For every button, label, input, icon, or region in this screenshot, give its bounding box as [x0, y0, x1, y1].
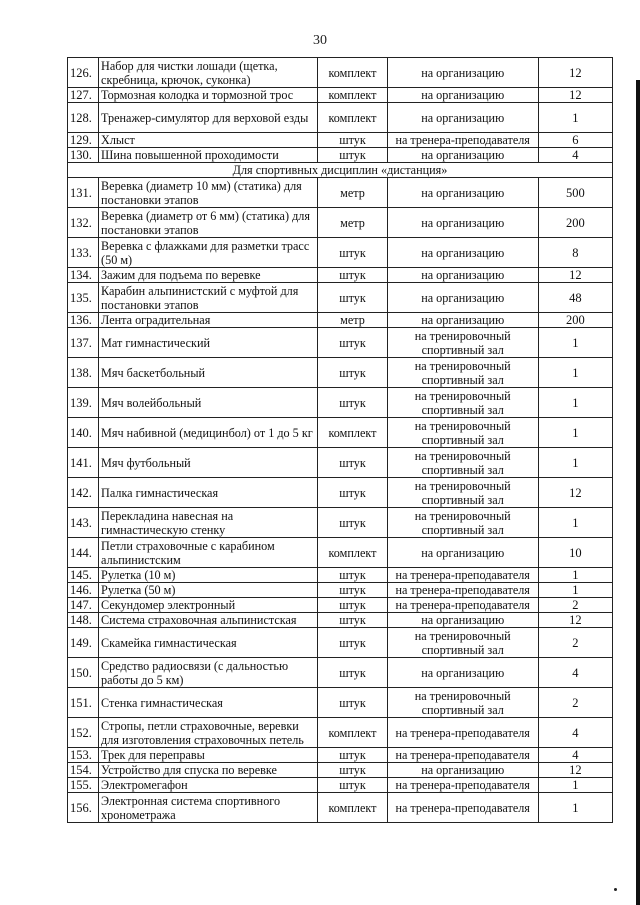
item-name: Электромегафон	[99, 778, 318, 793]
row-number: 152.	[68, 718, 99, 748]
unit-of-measure: комплект	[318, 58, 387, 88]
allocation: на тренировочный спортивный зал	[387, 358, 538, 388]
allocation: на организацию	[387, 238, 538, 268]
item-name: Тренажер-симулятор для верховой езды	[99, 103, 318, 133]
row-number: 143.	[68, 508, 99, 538]
table-row	[68, 358, 613, 388]
item-name: Лента оградительная	[99, 313, 318, 328]
row-number: 154.	[68, 763, 99, 778]
allocation: на организацию	[387, 58, 538, 88]
table-row	[68, 388, 613, 418]
quantity: 2	[538, 628, 612, 658]
unit-of-measure: штук	[318, 613, 387, 628]
quantity: 12	[538, 478, 612, 508]
table-row	[68, 583, 613, 598]
table-row	[68, 793, 613, 823]
item-name: Палка гимнастическая	[99, 478, 318, 508]
allocation: на организацию	[387, 763, 538, 778]
row-number: 146.	[68, 583, 99, 598]
allocation: на организацию	[387, 148, 538, 163]
unit-of-measure: метр	[318, 208, 387, 238]
allocation: на организацию	[387, 88, 538, 103]
quantity: 8	[538, 238, 612, 268]
table-row	[68, 613, 613, 628]
table-row	[68, 58, 613, 88]
item-name: Рулетка (50 м)	[99, 583, 318, 598]
item-name: Мяч баскетбольный	[99, 358, 318, 388]
allocation: на организацию	[387, 283, 538, 313]
unit-of-measure: метр	[318, 178, 387, 208]
quantity: 4	[538, 748, 612, 763]
unit-of-measure: метр	[318, 313, 387, 328]
item-name: Стенка гимнастическая	[99, 688, 318, 718]
quantity: 1	[538, 568, 612, 583]
row-number: 149.	[68, 628, 99, 658]
row-number: 138.	[68, 358, 99, 388]
unit-of-measure: комплект	[318, 103, 387, 133]
section-header-row	[68, 163, 613, 178]
table-row	[68, 103, 613, 133]
unit-of-measure: штук	[318, 583, 387, 598]
item-name: Тормозная колодка и тормозной трос	[99, 88, 318, 103]
item-name: Мяч волейбольный	[99, 388, 318, 418]
item-name: Зажим для подъема по веревке	[99, 268, 318, 283]
quantity: 12	[538, 613, 612, 628]
item-name: Мяч футбольный	[99, 448, 318, 478]
row-number: 156.	[68, 793, 99, 823]
table-row	[68, 148, 613, 163]
table-row	[68, 268, 613, 283]
item-name: Шина повышенной проходимости	[99, 148, 318, 163]
row-number: 129.	[68, 133, 99, 148]
table-row	[68, 778, 613, 793]
table-row	[68, 568, 613, 583]
quantity: 2	[538, 688, 612, 718]
quantity: 2	[538, 598, 612, 613]
table-row	[68, 178, 613, 208]
unit-of-measure: штук	[318, 148, 387, 163]
item-name: Мат гимнастический	[99, 328, 318, 358]
quantity: 1	[538, 448, 612, 478]
item-name: Веревка (диаметр 10 мм) (статика) для постановки этапов	[99, 178, 318, 208]
allocation: на тренера-преподавателя	[387, 748, 538, 763]
quantity: 12	[538, 763, 612, 778]
row-number: 133.	[68, 238, 99, 268]
allocation: на тренера-преподавателя	[387, 568, 538, 583]
table-row	[68, 313, 613, 328]
table-row	[68, 133, 613, 148]
row-number: 155.	[68, 778, 99, 793]
row-number: 141.	[68, 448, 99, 478]
unit-of-measure: комплект	[318, 418, 387, 448]
unit-of-measure: комплект	[318, 793, 387, 823]
unit-of-measure: комплект	[318, 538, 387, 568]
row-number: 127.	[68, 88, 99, 103]
allocation: на тренера-преподавателя	[387, 598, 538, 613]
allocation: на организацию	[387, 538, 538, 568]
allocation: на тренировочный спортивный зал	[387, 328, 538, 358]
quantity: 1	[538, 583, 612, 598]
item-name: Устройство для спуска по веревке	[99, 763, 318, 778]
page-number: 30	[313, 33, 327, 48]
table-row	[68, 688, 613, 718]
row-number: 137.	[68, 328, 99, 358]
quantity: 1	[538, 358, 612, 388]
quantity: 1	[538, 778, 612, 793]
table-row	[68, 88, 613, 103]
table-row	[68, 208, 613, 238]
allocation: на тренера-преподавателя	[387, 133, 538, 148]
item-name: Стропы, петли страховочные, веревки для изготовления страховочных петель	[99, 718, 318, 748]
unit-of-measure: штук	[318, 358, 387, 388]
item-name: Петли страховочные с карабином альпинистским	[99, 538, 318, 568]
item-name: Перекладина навесная на гимнастическую стенку	[99, 508, 318, 538]
unit-of-measure: штук	[318, 508, 387, 538]
quantity: 48	[538, 283, 612, 313]
item-name: Хлыст	[99, 133, 318, 148]
unit-of-measure: комплект	[318, 718, 387, 748]
equipment-table	[67, 57, 613, 823]
table-row	[68, 718, 613, 748]
row-number: 150.	[68, 658, 99, 688]
item-name: Трек для переправы	[99, 748, 318, 763]
row-number: 151.	[68, 688, 99, 718]
unit-of-measure: комплект	[318, 88, 387, 103]
row-number: 131.	[68, 178, 99, 208]
item-name: Набор для чистки лошади (щетка, скребница, крючок, суконка)	[99, 58, 318, 88]
unit-of-measure: штук	[318, 763, 387, 778]
scan-speck	[614, 888, 617, 891]
quantity: 1	[538, 328, 612, 358]
quantity: 4	[538, 718, 612, 748]
row-number: 126.	[68, 58, 99, 88]
table-row	[68, 418, 613, 448]
item-name: Веревка (диаметр от 6 мм) (статика) для постановки этапов	[99, 208, 318, 238]
allocation: на тренировочный спортивный зал	[387, 448, 538, 478]
unit-of-measure: штук	[318, 283, 387, 313]
quantity: 1	[538, 103, 612, 133]
unit-of-measure: штук	[318, 658, 387, 688]
item-name: Рулетка (10 м)	[99, 568, 318, 583]
item-name: Электронная система спортивного хронометража	[99, 793, 318, 823]
row-number: 135.	[68, 283, 99, 313]
unit-of-measure: штук	[318, 133, 387, 148]
row-number: 142.	[68, 478, 99, 508]
row-number: 140.	[68, 418, 99, 448]
table-row	[68, 478, 613, 508]
row-number: 144.	[68, 538, 99, 568]
unit-of-measure: штук	[318, 748, 387, 763]
quantity: 200	[538, 208, 612, 238]
unit-of-measure: штук	[318, 628, 387, 658]
table-row	[68, 538, 613, 568]
allocation: на организацию	[387, 178, 538, 208]
table-row	[68, 598, 613, 613]
quantity: 4	[538, 148, 612, 163]
allocation: на тренировочный спортивный зал	[387, 508, 538, 538]
unit-of-measure: штук	[318, 388, 387, 418]
quantity: 1	[538, 508, 612, 538]
table-row	[68, 508, 613, 538]
quantity: 10	[538, 538, 612, 568]
row-number: 139.	[68, 388, 99, 418]
quantity: 12	[538, 88, 612, 103]
scan-edge-shadow	[636, 80, 640, 905]
table-row	[68, 628, 613, 658]
allocation: на организацию	[387, 313, 538, 328]
quantity: 4	[538, 658, 612, 688]
unit-of-measure: штук	[318, 238, 387, 268]
allocation: на тренера-преподавателя	[387, 793, 538, 823]
unit-of-measure: штук	[318, 328, 387, 358]
row-number: 145.	[68, 568, 99, 583]
table-row	[68, 448, 613, 478]
row-number: 148.	[68, 613, 99, 628]
allocation: на организацию	[387, 208, 538, 238]
quantity: 1	[538, 418, 612, 448]
table-row	[68, 283, 613, 313]
row-number: 128.	[68, 103, 99, 133]
allocation: на тренера-преподавателя	[387, 778, 538, 793]
quantity: 200	[538, 313, 612, 328]
section-title: Для спортивных дисциплин «дистанция»	[68, 163, 613, 178]
unit-of-measure: штук	[318, 568, 387, 583]
allocation: на тренировочный спортивный зал	[387, 628, 538, 658]
row-number: 147.	[68, 598, 99, 613]
unit-of-measure: штук	[318, 448, 387, 478]
quantity: 12	[538, 58, 612, 88]
allocation: на тренера-преподавателя	[387, 718, 538, 748]
allocation: на тренировочный спортивный зал	[387, 478, 538, 508]
row-number: 136.	[68, 313, 99, 328]
item-name: Скамейка гимнастическая	[99, 628, 318, 658]
table-row	[68, 763, 613, 778]
row-number: 130.	[68, 148, 99, 163]
item-name: Средство радиосвязи (с дальностью работы до 5 км)	[99, 658, 318, 688]
item-name: Мяч набивной (медицинбол) от 1 до 5 кг	[99, 418, 318, 448]
table-row	[68, 238, 613, 268]
allocation: на организацию	[387, 103, 538, 133]
allocation: на организацию	[387, 268, 538, 283]
unit-of-measure: штук	[318, 478, 387, 508]
row-number: 134.	[68, 268, 99, 283]
item-name: Карабин альпинистский с муфтой для постановки этапов	[99, 283, 318, 313]
item-name: Система страховочная альпинистская	[99, 613, 318, 628]
allocation: на организацию	[387, 658, 538, 688]
allocation: на организацию	[387, 613, 538, 628]
equipment-table-body	[68, 58, 613, 823]
table-row	[68, 328, 613, 358]
quantity: 12	[538, 268, 612, 283]
allocation: на тренировочный спортивный зал	[387, 388, 538, 418]
unit-of-measure: штук	[318, 688, 387, 718]
quantity: 500	[538, 178, 612, 208]
row-number: 153.	[68, 748, 99, 763]
item-name: Веревка с флажками для разметки трасс (50 м)	[99, 238, 318, 268]
table-row	[68, 658, 613, 688]
quantity: 1	[538, 388, 612, 418]
quantity: 6	[538, 133, 612, 148]
table-row	[68, 748, 613, 763]
unit-of-measure: штук	[318, 598, 387, 613]
unit-of-measure: штук	[318, 778, 387, 793]
allocation: на тренировочный спортивный зал	[387, 418, 538, 448]
quantity: 1	[538, 793, 612, 823]
allocation: на тренировочный спортивный зал	[387, 688, 538, 718]
allocation: на тренера-преподавателя	[387, 583, 538, 598]
row-number: 132.	[68, 208, 99, 238]
unit-of-measure: штук	[318, 268, 387, 283]
item-name: Секундомер электронный	[99, 598, 318, 613]
